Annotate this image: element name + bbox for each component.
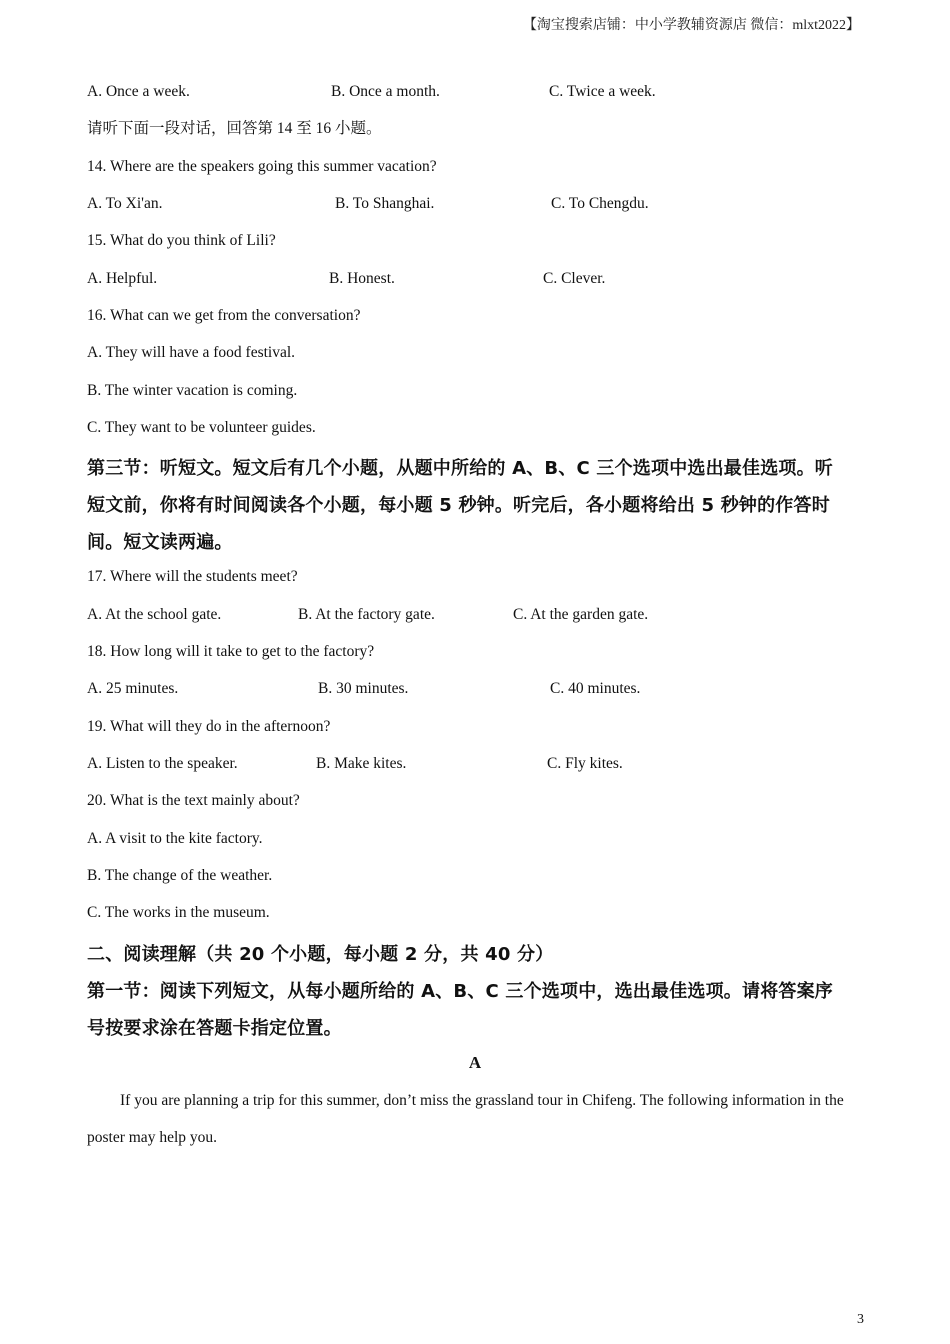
q16-option-b: B. The winter vacation is coming. [87, 382, 298, 399]
q17-option-c: C. At the garden gate. [513, 606, 649, 623]
q19-question: 19. What will they do in the afternoon? [87, 718, 331, 735]
instruction-14-16: 请听下面一段对话，回答第 14 至 16 小题。 [87, 120, 382, 137]
q20-question: 20. What is the text mainly about? [87, 792, 300, 809]
q17-question: 17. Where will the students meet? [87, 568, 298, 585]
q16-question: 16. What can we get from the conversation? [87, 307, 361, 324]
q18-option-b: B. 30 minutes. [318, 680, 409, 697]
q17-option-b: B. At the factory gate. [298, 606, 435, 623]
q13-option-a: A. Once a week. [87, 83, 190, 100]
q20-option-a: A. A visit to the kite factory. [87, 830, 263, 847]
part2-section1-line1: 第一节：阅读下列短文，从每小题所给的 A、B、C 三个选项中，选出最佳选项。请将答案序 [87, 981, 833, 1002]
q15-option-c: C. Clever. [543, 270, 606, 287]
q19-option-b: B. Make kites. [316, 755, 407, 772]
q13-option-c: C. Twice a week. [549, 83, 656, 100]
passage-intro: If you are planning a trip for this summer, don’t miss the grassland tour in Chifeng. The following information in the poster may help you. [87, 1092, 844, 1146]
q14-question: 14. Where are the speakers going this summer vacation? [87, 158, 437, 175]
q19-option-c: C. Fly kites. [547, 755, 623, 772]
q18-question: 18. How long will it take to get to the factory? [87, 643, 375, 660]
q14-option-b: B. To Shanghai. [335, 195, 435, 212]
q20-option-b: B. The change of the weather. [87, 867, 273, 884]
q15-option-b: B. Honest. [329, 270, 395, 287]
part2-title: 二、阅读理解（共 20 个小题，每小题 2 分，共 40 分） [87, 944, 554, 965]
part2-section1-line2: 号按要求涂在答题卡指定位置。 [87, 1018, 342, 1039]
q18-option-a: A. 25 minutes. [87, 680, 179, 697]
page-number: 3 [857, 1312, 864, 1327]
q16-option-a: A. They will have a food festival. [87, 344, 296, 361]
q15-question: 15. What do you think of Lili? [87, 232, 276, 249]
q14-option-c: C. To Chengdu. [551, 195, 649, 212]
q19-option-a: A. Listen to the speaker. [87, 755, 238, 772]
q13-option-b: B. Once a month. [331, 83, 440, 100]
q20-option-c: C. The works in the museum. [87, 904, 270, 921]
passage-label: A [468, 1053, 482, 1072]
section3-line2: 短文前，你将有时间阅读各个小题，每小题 5 秒钟。听完后，各小题将给出 5 秒钟的作答时 [87, 495, 830, 516]
q16-option-c: C. They want to be volunteer guides. [87, 419, 316, 436]
section3-line3: 间。短文读两遍。 [87, 532, 233, 553]
q18-option-c: C. 40 minutes. [550, 680, 641, 697]
page-header: 【淘宝搜索店铺：中小学教辅资源店 微信：mlxt2022】 [522, 18, 860, 33]
q15-option-a: A. Helpful. [87, 270, 158, 287]
q14-option-a: A. To Xi'an. [87, 195, 163, 212]
q17-option-a: A. At the school gate. [87, 606, 222, 623]
section3-line1: 第三节：听短文。短文后有几个小题，从题中所给的 A、B、C 三个选项中选出最佳选项。听 [87, 458, 833, 479]
